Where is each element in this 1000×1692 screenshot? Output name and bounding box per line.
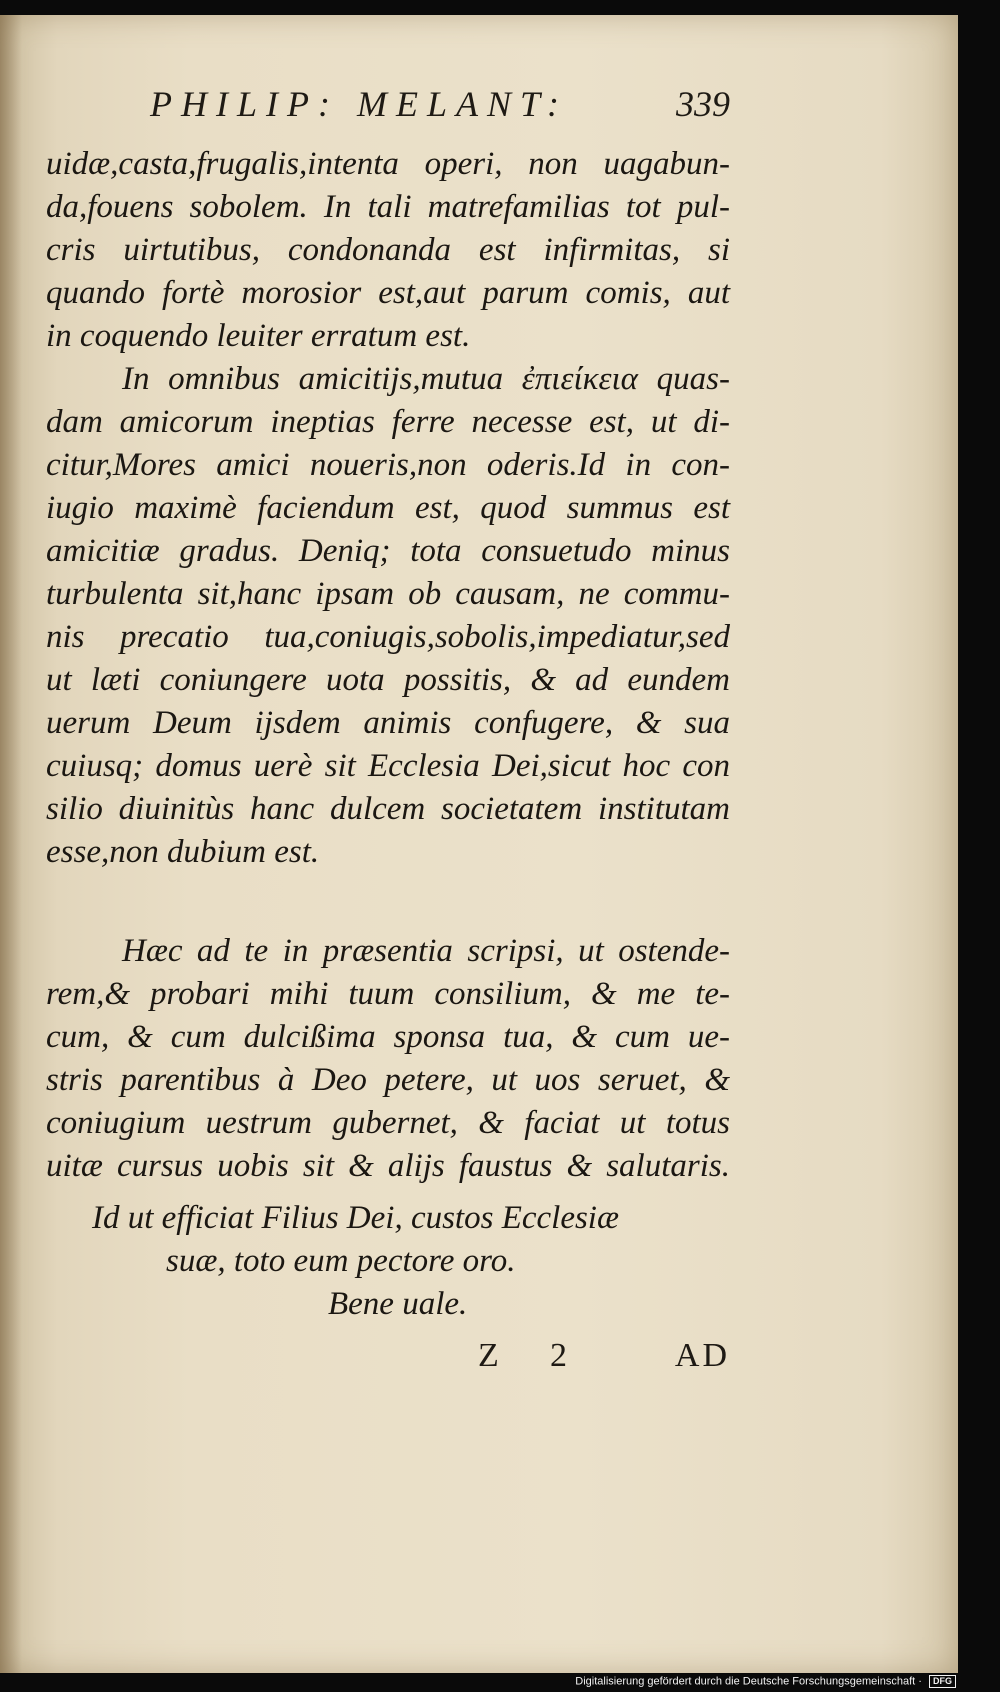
page-gutter-shadow bbox=[0, 15, 22, 1673]
text-line: amicitiæ gradus. Deniq; tota consuetudo minus bbox=[46, 533, 730, 569]
signature-mark: Z bbox=[478, 1337, 499, 1374]
text-line: ut læti coniungere uota possitis, & ad eundem bbox=[46, 662, 730, 698]
text-line: cuiusq; domus uerè sit Ecclesia Dei,sicut hoc con bbox=[46, 748, 730, 784]
page-footer bbox=[470, 1337, 730, 1381]
paragraph-spacer bbox=[46, 874, 730, 930]
text-line: coniugium uestrum gubernet, & faciat ut totus bbox=[46, 1105, 730, 1141]
text-line: silio diuinitùs hanc dulcem societatem institutam bbox=[46, 791, 730, 827]
credit-text: Digitalisierung gefördert durch die Deutsche Forschungsgemeinschaft · bbox=[575, 1675, 922, 1688]
text-line: citur,Mores amici noueris,non oderis.Id in con- bbox=[46, 447, 730, 483]
text-line: stris parentibus à Deo petere, ut uos seruet, & bbox=[46, 1062, 730, 1098]
closing-block bbox=[46, 1197, 730, 1326]
page-number: 339 bbox=[676, 84, 730, 124]
digitization-credit bbox=[575, 1675, 956, 1688]
paragraph-1 bbox=[46, 143, 730, 358]
book-page bbox=[0, 15, 958, 1673]
dfg-logo-icon: DFG bbox=[929, 1675, 956, 1688]
text-line: quando fortè morosior est,aut parum comis, aut bbox=[46, 275, 730, 311]
page-header bbox=[150, 83, 730, 129]
closing-farewell: Bene uale. bbox=[328, 1286, 468, 1322]
paragraph-2 bbox=[46, 358, 730, 874]
text-line: rem,& probari mihi tuum consilium, & me te- bbox=[46, 976, 730, 1012]
text-line: uitæ cursus uobis sit & alijs faustus & salutaris. bbox=[46, 1148, 730, 1184]
text-line: cum, & cum dulcißima sponsa tua, & cum ue- bbox=[46, 1019, 730, 1055]
text-line: in coquendo leuiter erratum est. bbox=[46, 318, 471, 354]
closing-line-1: Id ut efficiat Filius Dei, custos Ecclesiæ bbox=[92, 1200, 619, 1236]
signature-number: 2 bbox=[550, 1337, 567, 1374]
closing-line-2: suæ, toto eum pectore oro. bbox=[166, 1243, 516, 1279]
running-title: PHILIP: MELANT: bbox=[150, 84, 568, 124]
catchword: AD bbox=[674, 1337, 730, 1374]
text-line: nis precatio tua,coniugis,sobolis,impediatur,sed bbox=[46, 619, 730, 655]
text-line: uerum Deum ijsdem animis confugere, & sua bbox=[46, 705, 730, 741]
text-line: Hæc ad te in præsentia scripsi, ut ostende- bbox=[122, 933, 730, 969]
text-block bbox=[46, 143, 730, 1188]
text-line: cris uirtutibus, condonanda est infirmitas, si bbox=[46, 232, 730, 268]
text-line: da,fouens sobolem. In tali matrefamilias tot pul- bbox=[46, 189, 730, 225]
text-line: turbulenta sit,hanc ipsam ob causam, ne commu- bbox=[46, 576, 730, 612]
text-line: dam amicorum ineptias ferre necesse est, ut di- bbox=[46, 404, 730, 440]
text-line: iugio maximè faciendum est, quod summus est bbox=[46, 490, 730, 526]
paragraph-3 bbox=[46, 930, 730, 1188]
text-line: esse,non dubium est. bbox=[46, 834, 320, 870]
text-line: In omnibus amicitijs,mutua ἐπιείκεια quas- bbox=[122, 361, 730, 397]
text-line: uidæ,casta,frugalis,intenta operi, non uagabun- bbox=[46, 146, 730, 182]
